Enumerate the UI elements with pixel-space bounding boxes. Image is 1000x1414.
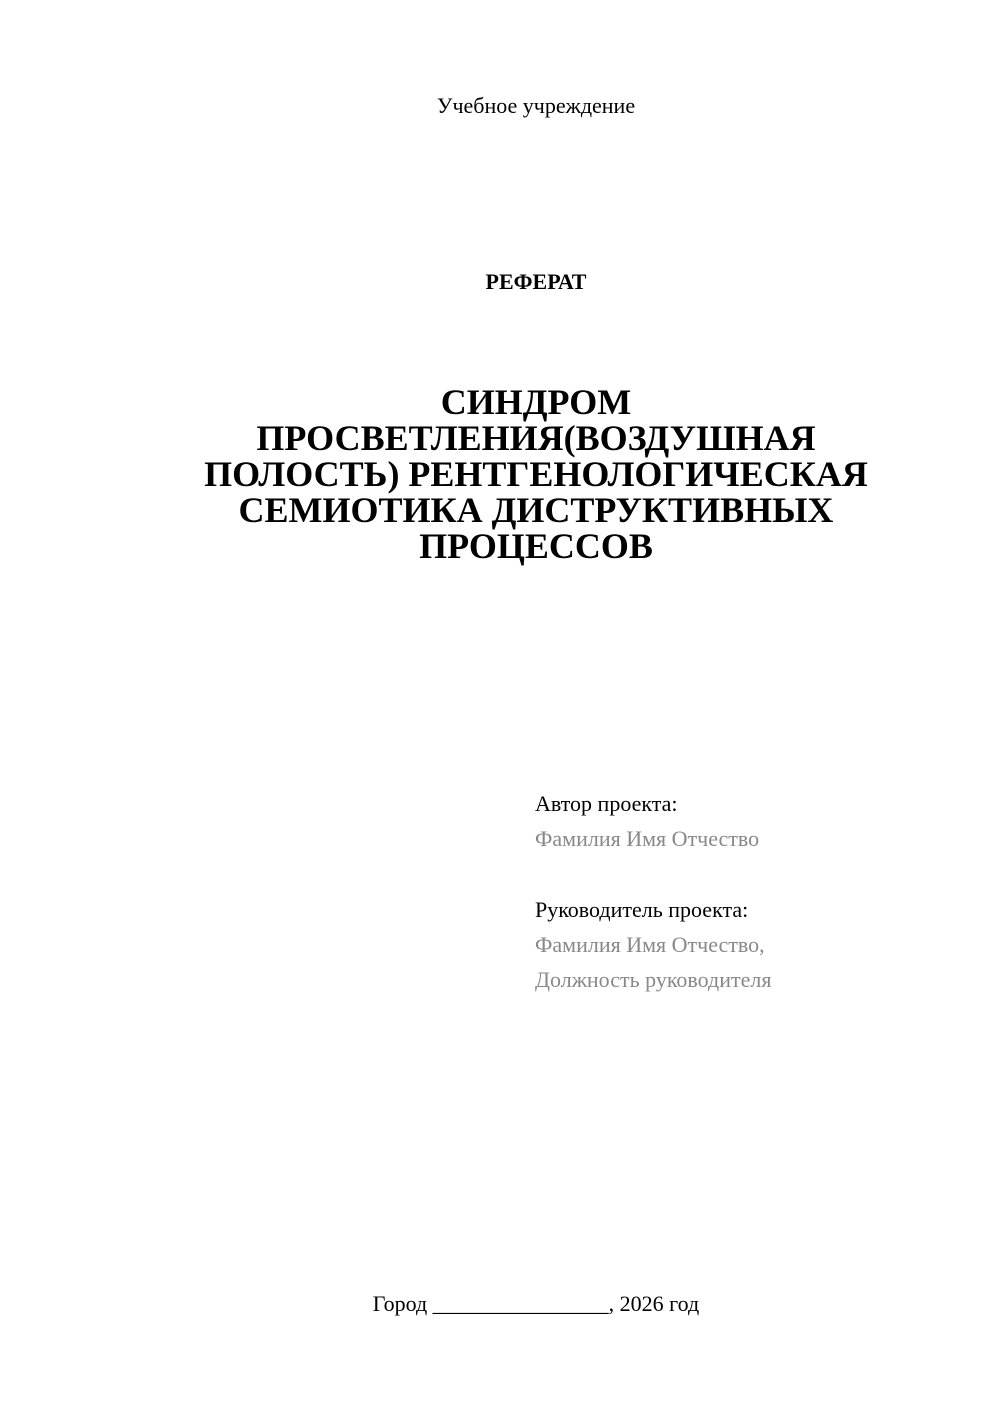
institution-name: Учебное учреждение <box>436 93 636 118</box>
author-name: Фамилия Имя Отчество <box>535 826 760 851</box>
title-line: ПРОЦЕССОВ <box>419 526 653 566</box>
supervisor-name: Фамилия Имя Отчество, <box>535 932 765 957</box>
document-type: РЕФЕРАТ <box>485 269 587 294</box>
title-line: ПРОСВЕТЛЕНИЯ(ВОЗДУШНАЯ <box>256 418 816 458</box>
supervisor-label: Руководитель проекта: <box>535 897 749 922</box>
title-line: ПОЛОСТЬ) РЕНТГЕНОЛОГИЧЕСКАЯ <box>204 454 868 494</box>
document-title <box>150 384 922 564</box>
supervisor-position: Должность руководителя <box>535 967 772 992</box>
title-line: СЕМИОТИКА ДИСТРУКТИВНЫХ <box>238 490 834 530</box>
city-year-footer: Город ________________, 2026 год <box>372 1291 700 1316</box>
author-label: Автор проекта: <box>535 791 678 816</box>
credits-block <box>535 786 975 997</box>
title-line: СИНДРОМ <box>440 382 632 422</box>
credits-spacer <box>535 856 975 892</box>
